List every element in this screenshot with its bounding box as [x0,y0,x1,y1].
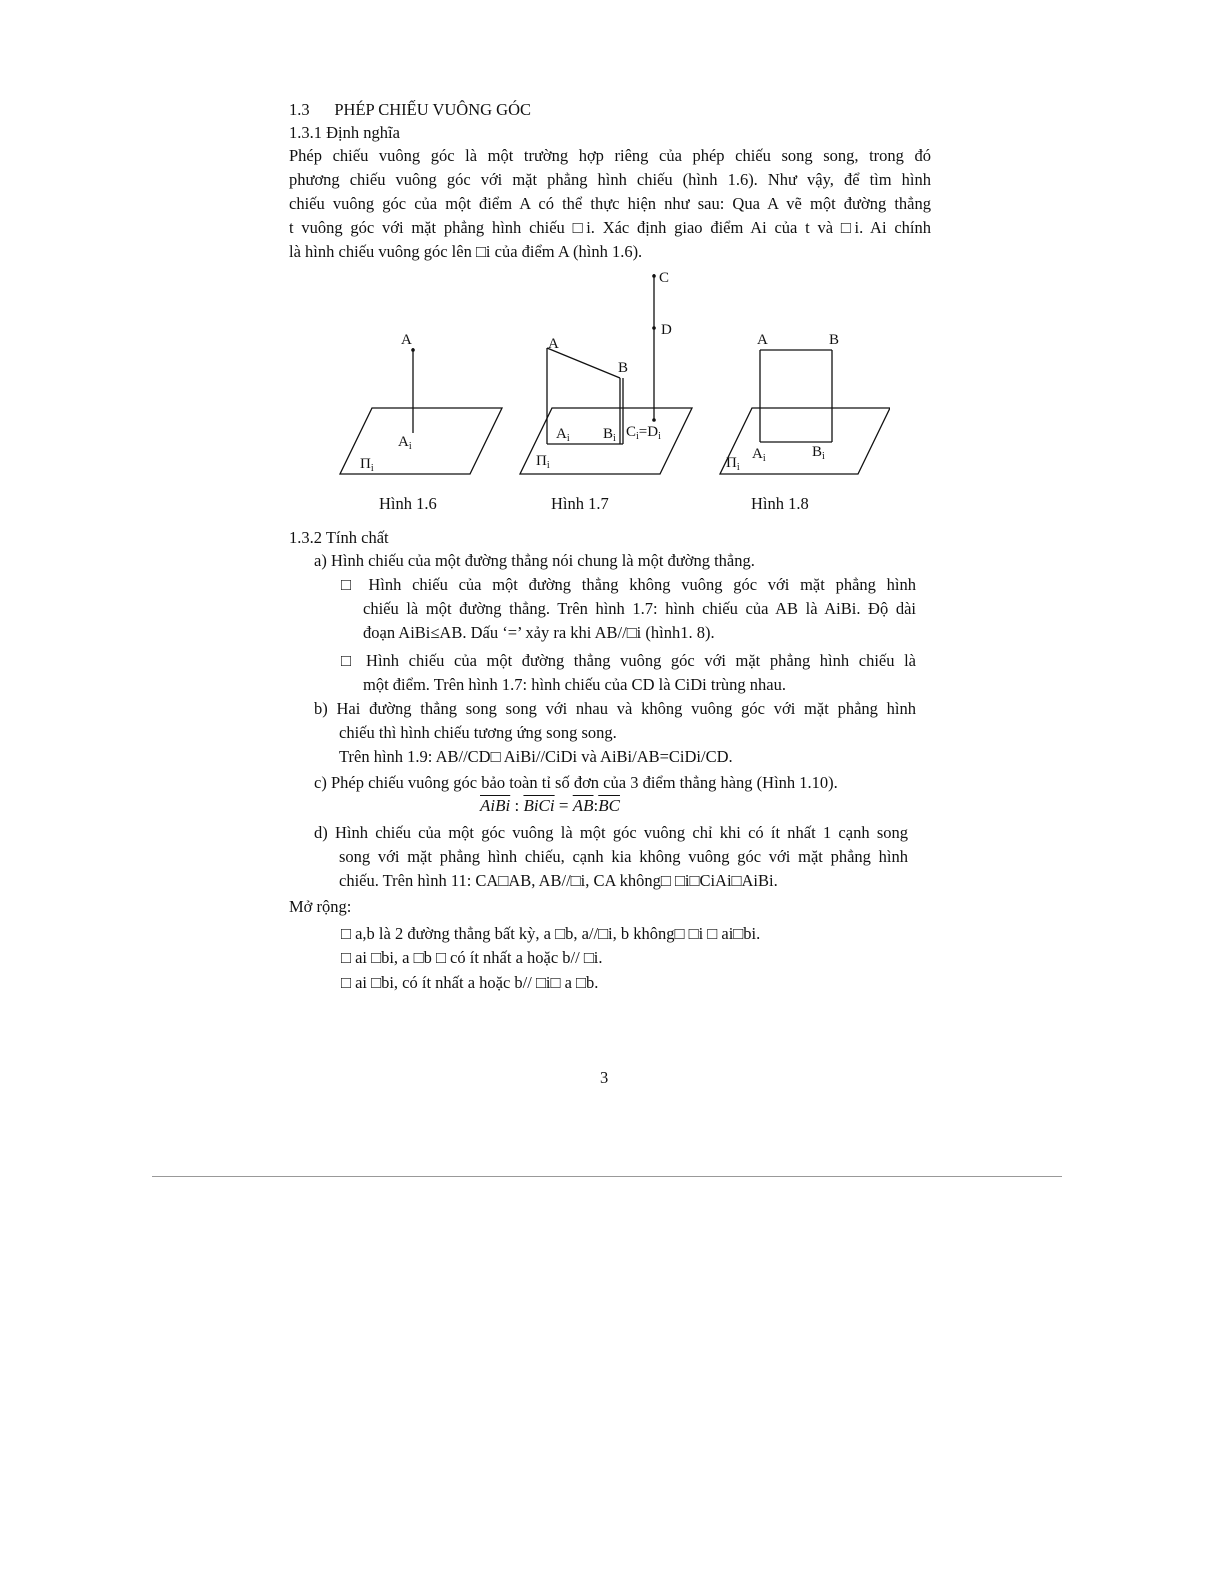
figures-diagram [330,268,890,478]
caption-fig6: Hình 1.6 [379,494,437,513]
extension-item: □ ai □bi, có ít nhất a hoặc b// □i□ a □b. [341,973,599,992]
formula-sep: : [593,796,599,815]
property-a: a) Hình chiếu của một đường thẳng nói chung là một đường thẳng. [314,551,755,570]
segment-ab-fig7 [547,348,620,378]
subsection-heading-properties: 1.3.2 Tính chất [289,528,389,547]
definition-paragraph [289,144,931,264]
text-line: phương chiếu vuông góc với mặt phẳng hình chiếu (hình 1.6). Như vậy, để tìm hình [289,170,931,189]
page-number: 3 [600,1068,609,1087]
label-pi-fig6: $\Pi_i$ [360,456,374,474]
label-pi-fig8: $\Pi_i$ [726,455,740,473]
property-b [314,697,916,769]
extension-item: □ a,b là 2 đường thẳng bất kỳ, a □b, a//□i, b không□ □i □ ai□bi. [341,924,761,943]
extension-heading: Mở rộng: [289,897,352,916]
point-c-fig7 [652,274,656,278]
formula-term: $\overline{BC}$ [598,796,620,815]
label-ai-fig7: $A_i$ [556,426,570,444]
property-a-bullet1 [341,573,916,645]
text-line: t vuông góc với mặt phẳng hình chiếu □i. Xác định giao điểm Ai của t và □i. Ai chính [289,218,931,237]
section-heading [289,98,531,122]
text-line: □ Hình chiếu của một đường thẳng vuông góc với mặt phẳng hình chiếu là [341,651,916,670]
section-title: PHÉP CHIẾU VUÔNG GÓC [334,100,532,119]
label-c-fig7: C [659,270,670,286]
label-cidi-fig7: $C_i=D_i$ [626,424,661,442]
text-line: đoạn AiBi≤AB. Dấu ‘=’ xảy ra khi AB//□i (hình1. 8). [363,623,715,642]
text-line: chiếu thì hình chiếu tương ứng song song. [339,723,617,742]
point-d-fig7 [652,326,656,330]
text-line: d) Hình chiếu của một góc vuông là một góc vuông chỉ khi có ít nhất 1 cạnh song [314,823,908,842]
section-number: 1.3 [289,100,310,119]
formula-term: AiBi [480,796,511,815]
text-line: Phép chiếu vuông góc là một trường hợp riêng của phép chiếu song song, trong đó [289,146,931,165]
text-line: b) Hai đường thẳng song song với nhau và không vuông góc với mặt phẳng hình [314,699,916,718]
label-ai-fig8: $A_i$ [752,446,766,464]
text-line: chiếu vuông góc của một điểm A có thể thực hiện như sau: Qua A vẽ một đường thẳng [289,194,931,213]
label-ai-fig6: $A_i$ [398,434,412,452]
text-line: Trên hình 1.9: AB//CD□ AiBi//CiDi và AiBi/AB=CiDi/CD. [339,747,733,766]
point-cidi-fig7 [652,418,656,422]
label-bi-fig8: $B_i$ [812,444,825,462]
label-a-fig6: A [401,332,412,348]
text-line: một điểm. Trên hình 1.7: hình chiếu của CD là CiDi trùng nhau. [363,675,787,694]
text-line: chiếu là một đường thẳng. Trên hình 1.7: hình chiếu của AB là AiBi. Độ dài [363,599,916,618]
formula-sep: : [510,796,524,815]
label-bi-fig7: $B_i$ [603,426,616,444]
label-b-fig7: B [618,360,629,376]
label-b-fig8: B [829,332,840,348]
point-a-fig6 [411,348,415,352]
ratio-formula [480,796,620,816]
formula-eq: = [554,796,573,815]
formula-term: BiCi [523,796,555,815]
page-divider [152,1176,1062,1177]
caption-fig7: Hình 1.7 [551,494,609,513]
text-line: song với mặt phẳng hình chiếu, cạnh kia không vuông góc với mặt phẳng hình [339,847,908,866]
text-line: chiếu. Trên hình 11: CA□AB, AB//□i, CA không□ □i□CiAi□AiBi. [339,871,778,890]
label-a-fig8: A [757,332,768,348]
caption-fig8: Hình 1.8 [751,494,809,513]
plane-fig8 [720,408,890,474]
text-line: là hình chiếu vuông góc lên □i của điểm A (hình 1.6). [289,242,643,261]
property-c: c) Phép chiếu vuông góc bảo toàn tỉ số đơn của 3 điểm thẳng hàng (Hình 1.10). [314,773,838,792]
property-a-bullet2 [341,649,916,697]
label-a-fig7: A [548,336,559,352]
label-pi-fig7: $\Pi_i$ [536,453,550,471]
formula-term: $\overline{AB}$ [572,796,594,815]
text-line: □ Hình chiếu của một đường thẳng không vuông góc với mặt phẳng hình [341,575,916,594]
extension-item: □ ai □bi, a □b □ có ít nhất a hoặc b// □i. [341,948,603,967]
subsection-heading-definition: 1.3.1 Định nghĩa [289,123,400,142]
property-d [314,821,908,893]
label-d-fig7: D [661,322,672,338]
